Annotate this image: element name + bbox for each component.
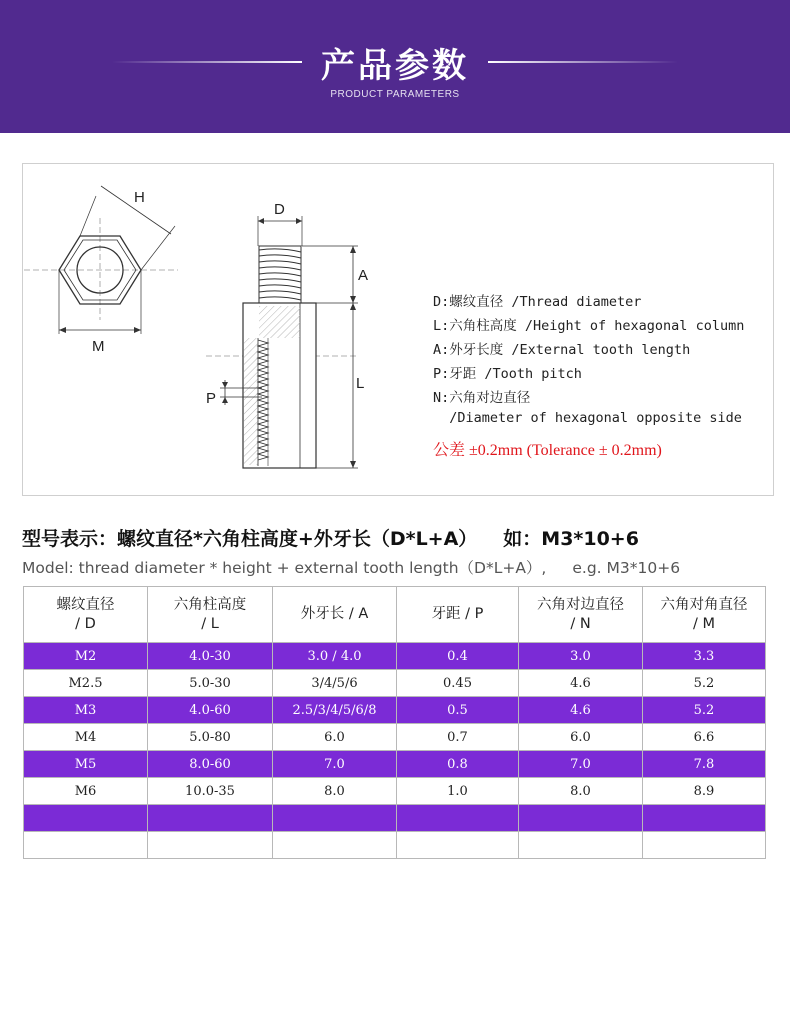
table-row [24,670,766,697]
table-row [24,724,766,751]
table-cell: M2.5 [24,670,148,697]
table-cell: 10.0-35 [148,778,273,805]
legend-opposite-side: N:六角对边直径 [433,390,531,406]
table-cell: 8.0 [273,778,397,805]
model-format-en [22,556,680,578]
header-opposite-corner: 六角对角直径 / M [643,587,766,643]
table-cell: 5.2 [643,697,766,724]
table-cell: 0.4 [397,643,519,670]
table-cell: 7.0 [273,751,397,778]
table-row [24,751,766,778]
table-cell: 0.5 [397,697,519,724]
tolerance-note: 公差 ±0.2mm (Tolerance ± 0.2mm) [433,442,662,459]
table-cell [397,832,519,859]
model-example-cn: 如：M3*10+6 [503,528,639,550]
page-title: 产品参数 [321,46,469,86]
table-row-empty [24,832,766,859]
model-format-en-text: Model: thread diameter * height + external tooth length（D*L+A）, [22,559,547,577]
table-cell [643,832,766,859]
table-cell: 4.0-30 [148,643,273,670]
table-cell: M4 [24,724,148,751]
table-cell [519,805,643,832]
model-format-cn [22,524,639,551]
page-subtitle: PRODUCT PARAMETERS [330,89,460,100]
table-row-empty [24,805,766,832]
table-cell: 5.2 [643,670,766,697]
spec-table [23,586,766,859]
table-cell: 4.6 [519,670,643,697]
model-example-en: e.g. M3*10+6 [572,559,681,577]
header-tooth-length: 外牙长 / A [273,587,397,643]
table-cell: M5 [24,751,148,778]
label-l: L [356,375,365,392]
legend-tooth-pitch: P:牙距 /Tooth pitch [433,366,582,382]
table-cell: 8.0 [519,778,643,805]
table-row [24,643,766,670]
table-cell: 6.0 [273,724,397,751]
legend-thread-diameter: D:螺纹直径 /Thread diameter [433,294,642,310]
legend-opposite-side-en: /Diameter of hexagonal opposite side [433,410,742,426]
hex-end-view [24,186,178,355]
table-cell: 7.0 [519,751,643,778]
table-cell: 8.0-60 [148,751,273,778]
table-cell: 4.6 [519,697,643,724]
table-cell [643,805,766,832]
table-cell: 0.7 [397,724,519,751]
table-cell [148,832,273,859]
table-cell: 0.45 [397,670,519,697]
table-cell: 3.3 [643,643,766,670]
table-cell [273,832,397,859]
legend-column-height: L:六角柱高度 /Height of hexagonal column [433,318,745,334]
table-cell: 2.5/3/4/5/6/8 [273,697,397,724]
table-row [24,778,766,805]
table-header-row [24,587,766,643]
table-cell: M2 [24,643,148,670]
table-row [24,697,766,724]
table-cell [24,832,148,859]
table-cell: 1.0 [397,778,519,805]
table-cell: 3/4/5/6 [273,670,397,697]
table-cell [24,805,148,832]
table-cell: 6.0 [519,724,643,751]
legend-tooth-length: A:外牙长度 /External tooth length [433,342,691,358]
table-cell: 8.9 [643,778,766,805]
table-cell [273,805,397,832]
table-cell: 6.6 [643,724,766,751]
table-cell [148,805,273,832]
table-cell: 7.8 [643,751,766,778]
model-format-cn-text: 型号表示：螺纹直径*六角柱高度+外牙长（D*L+A） [22,528,478,550]
label-m: M [92,338,105,355]
header-tooth-pitch: 牙距 / P [397,587,519,643]
label-d: D [274,201,285,218]
table-cell: M3 [24,697,148,724]
header-thread-diameter: 螺纹直径 / D [24,587,148,643]
table-cell [397,805,519,832]
label-a: A [358,267,369,284]
table-cell: 5.0-30 [148,670,273,697]
table-cell: 5.0-80 [148,724,273,751]
label-p: P [206,390,217,407]
table-cell: 4.0-60 [148,697,273,724]
table-cell: 3.0 [519,643,643,670]
table-cell: 0.8 [397,751,519,778]
label-h: H [134,189,145,206]
table-cell: M6 [24,778,148,805]
header-opposite-side: 六角对边直径 / N [519,587,643,643]
table-cell [519,832,643,859]
table-cell: 3.0 / 4.0 [273,643,397,670]
standoff-side-view [206,201,368,468]
header-column-height: 六角柱高度 / L [148,587,273,643]
